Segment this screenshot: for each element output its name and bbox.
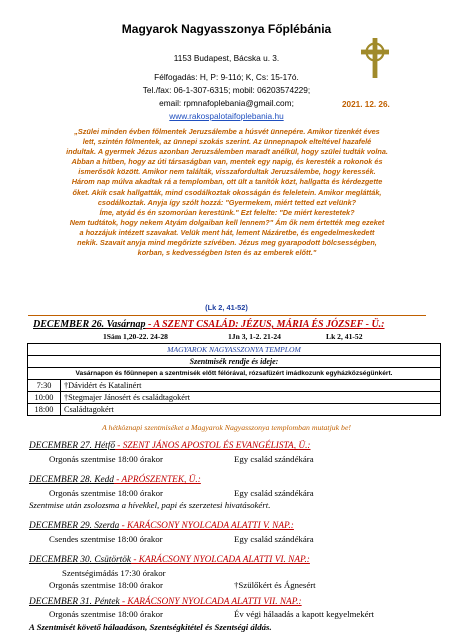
closing-note: A Szentmisét követő hálaadáson, Szentségkitétel és Szentségi áldás.: [29, 622, 272, 632]
weekday-note: A hétköznapi szentmiséket a Magyarok Nagyasszonya templomban mutatjuk be!: [101, 423, 352, 432]
mass-intention: †Dávidért és Katalinért: [61, 380, 441, 392]
gospel-line: lett, szintén fölmentek, az ünnepi szokás szerint. Az ünnepnapok elteltével hazafelé: [82, 137, 372, 147]
mass-time: 7:30: [28, 380, 61, 392]
gospel-line: „Szülei minden évben főlmentek Jeruzsálembe a húsvét ünnepére. Amikor tizenkét éves: [74, 127, 380, 136]
sunday-date: DECEMBER 26. Vasárnap: [33, 319, 146, 330]
sunday-feast: - A SZENT CSALÁD: JÉZUS, MÁRIA ÉS JÓZSEF: [145, 319, 364, 330]
mass-intention: Egy család szándékára: [234, 488, 314, 498]
reading-first: 1Sám 1,20-22. 24-28: [103, 332, 168, 341]
gospel-line: korban, s kedvességben Isten és az emberek előtt.": [137, 248, 317, 258]
mass-intention: Egy család szándékára: [234, 454, 314, 464]
gospel-line: nekik. Szavait anyja mind megőrizte szívében. Jézus meg gyarapodott bölcsességben,: [77, 238, 377, 248]
day-title-dec29: DECEMBER 29. Szerda - KARÁCSONY NYOLCADA ALATTI V. NAP.:: [29, 521, 294, 531]
table-row: [28, 404, 441, 416]
phone-numbers: Tel./fax: 06-1-307-6315; mobil: 06203574229;: [142, 85, 311, 95]
sunday-suffix: - Ü.:: [363, 319, 385, 330]
mass-intention: Év végi hálaadás a kapott kegyelmekért: [234, 609, 374, 619]
mass-intention: †Szülőkért és Ágnesért: [234, 580, 316, 590]
bulletin-date: 2021. 12. 26.: [342, 100, 390, 109]
gospel-line: indultak. A gyermek Jézus azonban Jeruzsálemben maradt anélkül, hogy szülei tudták volna.: [66, 147, 388, 157]
parish-address: 1153 Budapest, Bácska u. 3.: [173, 53, 280, 63]
day-title-dec30: DECEMBER 30. Csütörtök - KARÁCSONY NYOLCADA ALATTI VI. NAP.:: [29, 555, 310, 565]
office-hours: Félfogadás: H, P: 9-11ó; K, Cs: 15-17ó.: [154, 72, 299, 82]
mass-intention: Egy család szándékára: [234, 534, 314, 544]
table-subtitle: Szentmisék rendje és ideje:: [28, 356, 441, 368]
gospel-text: [18, 127, 436, 258]
day-title-dec27: DECEMBER 27. Hétfő - SZENT JÁNOS APOSTOL ÉS EVANGÉLISTA, Ü.:: [29, 441, 311, 451]
gospel-line: Három nap múlva akadtak rá a templomban, ott ült a tanítók közt, hallgatta és kérdezgette: [71, 177, 383, 187]
gospel-line: ismerősök között. Amikor nem találták, visszafordultak Jeruzsálembe, hogy keressék.: [78, 167, 376, 177]
reading-second: 1Jn 3, 1-2. 21-24: [228, 332, 281, 341]
mass-schedule-table: [27, 343, 441, 416]
gospel-reference: (Lk 2, 41-52): [205, 303, 248, 312]
vespers-note: Szentmise után zsolozsma a hívekkel, papi és szerzetesi hivatásokért.: [29, 500, 271, 510]
mass-intention: Családtagokért: [61, 404, 441, 416]
parish-name: Magyarok Nagyasszonya Főplébánia: [121, 22, 332, 36]
mass-intention: †Stegmajer Jánosért és családtagokért: [61, 392, 441, 404]
mass-line: Orgonás szentmise 18:00 órakor: [49, 454, 163, 464]
gospel-line: csodálkoztak. Anyja így szólt hozzá: "Gyermekem, miért tetted ezt velünk?: [97, 197, 357, 207]
table-church-name: MAGYAROK NAGYASSZONYA TEMPLOM: [28, 344, 441, 356]
mass-line: Orgonás szentmise 18:00 órakor: [49, 488, 163, 498]
day-title-dec28: DECEMBER 28. Kedd - APRÓSZENTEK, Ü.:: [29, 475, 201, 485]
table-rosary-note: Vasárnapon és főünnepen a szentmisék előtt félórával, rózsafüzért imádkozunk egyházközségünkért.: [28, 368, 441, 380]
gospel-line: Nem tudtátok, hogy nekem Atyám dolgaiban kell lennem?" Ám ők nem értették meg ezeket: [69, 217, 385, 227]
table-row: [28, 392, 441, 404]
mass-line: Csendes szentmise 18:00 órakor: [49, 534, 163, 544]
gospel-line: őket. Akik csak hallgatták, mind csodálkoztak okosságán és feleletein. Amikor meglátták,: [72, 187, 382, 197]
section-divider: [28, 315, 426, 316]
mass-time: 18:00: [28, 404, 61, 416]
mass-line: Orgonás szentmise 18:00 órakor: [49, 609, 163, 619]
reading-gospel: Lk 2, 41-52: [326, 332, 363, 341]
mass-line: Orgonás szentmise 18:00 órakor: [49, 580, 163, 590]
website-link[interactable]: www.rakospalotaifoplebania.hu: [169, 111, 284, 121]
day-title-dec31: DECEMBER 31. Péntek - KARÁCSONY NYOLCADA ALATTI VII. NAP.:: [29, 597, 302, 607]
mass-time: 10:00: [28, 392, 61, 404]
table-row: [28, 380, 441, 392]
email-address: email: rpmnafoplebania@gmail.com;: [159, 98, 294, 108]
sunday-title: [33, 319, 385, 330]
adoration-line: Szentségimádás 17:30 órakor: [62, 568, 166, 578]
gospel-line: a hozzájuk intézett szavakat. Velük ment hát, lement Názáretbe, és engedelmeskedett: [79, 227, 375, 237]
celtic-cross-icon: [355, 36, 395, 80]
gospel-line: Íme, atyád és én szomorúan kerestünk." Ezt felelte: "De miért kerestetek?: [99, 207, 355, 217]
gospel-line: Abban a hitben, hogy az úti társaságban van, mentek egy napig, és keresték a rokonok és: [71, 157, 383, 167]
